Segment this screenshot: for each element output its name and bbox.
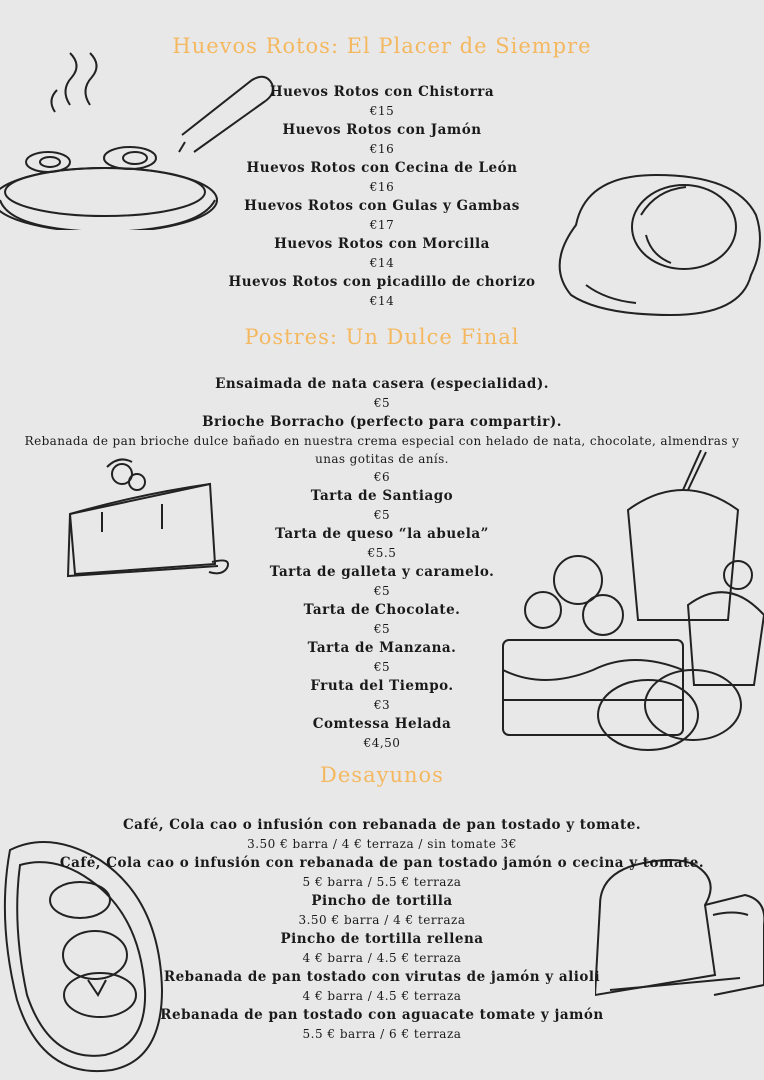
menu-item-name: Pincho de tortilla rellena [280,931,484,947]
section-desayunos [0,762,764,1044]
menu-item-price: €16 [369,142,395,156]
menu-item-name: Brioche Borracho (perfecto para compartir). [202,414,562,430]
menu-item-name: Tarta de Chocolate. [303,602,461,618]
menu-item-price: €16 [369,180,395,194]
menu-item-price: €14 [369,256,395,270]
menu-item-name: Café, Cola cao o infusión con rebanada de pan tostado jamón o cecina y tomate. [59,855,705,871]
menu-item-price: €5 [373,660,391,674]
menu-item-name: Pincho de tortilla [311,893,453,909]
menu-item-price: 5.5 € barra / 6 € terraza [302,1027,462,1041]
menu-item-price: €15 [369,104,395,118]
section-huevos [0,33,764,311]
menu-item-name: Ensaimada de nata casera (especialidad). [215,376,549,392]
menu-item-name: Huevos Rotos con Gulas y Gambas [244,198,520,214]
menu-item-name: Tarta de galleta y caramelo. [269,564,495,580]
menu-item-price: €14 [369,294,395,308]
menu-item-price: €5 [373,396,391,410]
menu-item-name: Huevos Rotos con picadillo de chorizo [228,274,536,290]
menu-item-name: Huevos Rotos con Chistorra [269,84,495,100]
section-title-huevos: Huevos Rotos: El Placer de Siempre [172,34,592,58]
menu-item-name: Tarta de Manzana. [307,640,457,656]
menu-item-name: Comtessa Helada [312,716,452,732]
menu-item-price: €5 [373,508,391,522]
section-postres [0,324,764,753]
menu-item-price: 3.50 € barra / 4 € terraza / sin tomate 3€ [247,837,517,851]
section-title-postres: Postres: Un Dulce Final [244,325,520,349]
menu-item-name: Huevos Rotos con Cecina de León [246,160,518,176]
menu-item-name: Tarta de Santiago [310,488,454,504]
menu-item-price: 4 € barra / 4.5 € terraza [302,951,462,965]
menu-item-price: 5 € barra / 5.5 € terraza [302,875,462,889]
menu-item-name: Tarta de queso “la abuela” [275,526,489,542]
menu-item-price: 4 € barra / 4.5 € terraza [302,989,462,1003]
section-title-desayunos: Desayunos [320,763,444,787]
menu-item-price: 3.50 € barra / 4 € terraza [298,913,466,927]
menu-item-price: €6 [373,470,391,484]
menu-item-price: €5.5 [367,546,397,560]
menu-item-price: €4,50 [363,736,401,750]
menu-item-name: Huevos Rotos con Morcilla [274,236,490,252]
menu-item-price: €5 [373,622,391,636]
menu-item-name: Rebanada de pan tostado con virutas de jamón y alioli [163,969,601,985]
menu-item-name: Huevos Rotos con Jamón [282,122,482,138]
menu-item-price: €3 [373,698,391,712]
menu-item-price: €17 [369,218,395,232]
menu-item-description: Rebanada de pan brioche dulce bañado en nuestra crema especial con helado de nata, chocolate, almendras y unas gotitas de anís. [24,434,740,466]
menu-item-name: Café, Cola cao o infusión con rebanada de pan tostado y tomate. [122,817,642,833]
menu-item-price: €5 [373,584,391,598]
menu-item-name: Rebanada de pan tostado con aguacate tomate y jamón [160,1007,604,1023]
menu-item-name: Fruta del Tiempo. [310,678,454,694]
